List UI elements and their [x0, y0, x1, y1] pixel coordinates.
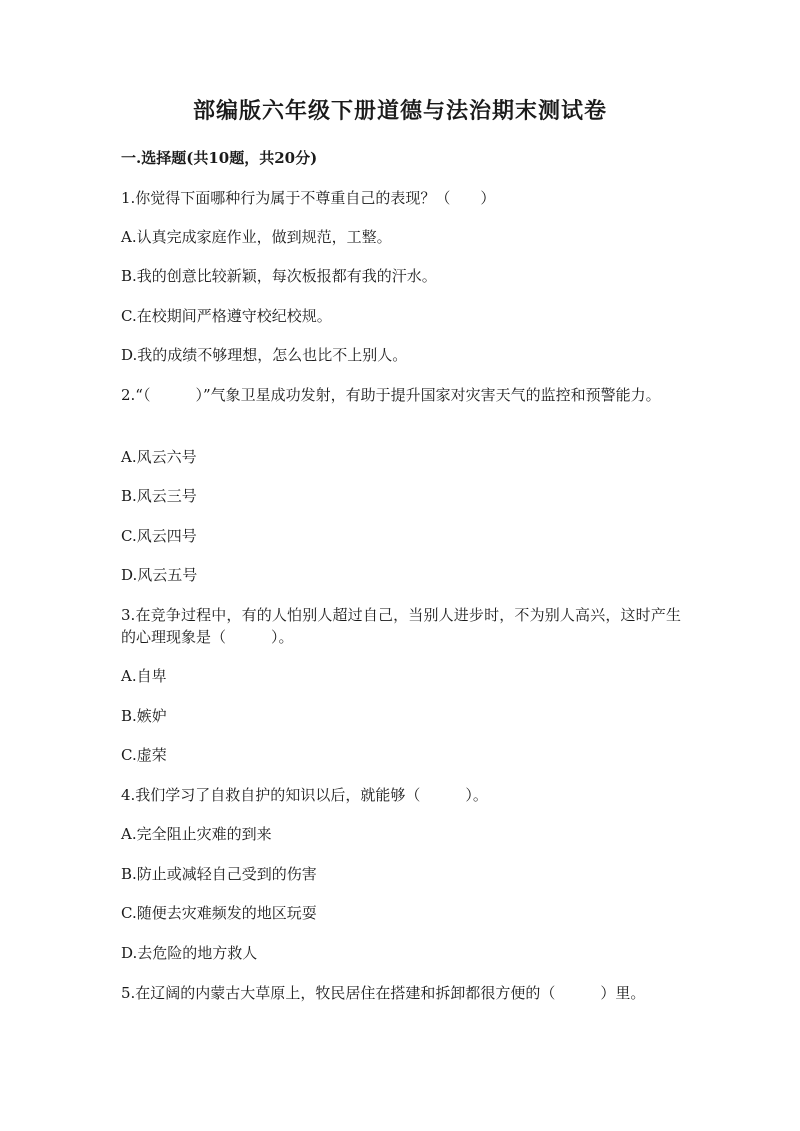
question-2-stem: 2.“（ ）”气象卫星成功发射，有助于提升国家对灾害天气的监控和预警能力。	[121, 386, 661, 404]
page-title: 部编版六年级下册道德与法治期末测试卷	[192, 98, 607, 124]
question-1-option-c: C.在校期间严格遵守校纪校规。	[121, 307, 332, 325]
question-2-option-a: A.风云六号	[121, 448, 197, 466]
question-3-option-a: A.自卑	[121, 667, 167, 685]
question-3-option-b: B.嫉妒	[121, 707, 167, 725]
question-4-option-c: C.随便去灾难频发的地区玩耍	[121, 904, 317, 922]
question-4-stem: 4.我们学习了自救自护的知识以后，就能够（ ）。	[121, 786, 488, 804]
question-1-option-b: B.我的创意比较新颖，每次板报都有我的汗水。	[121, 267, 437, 285]
question-3-stem: 3.在竞争过程中，有的人怕别人超过自己，当别人进步时，不为别人高兴，这时产生的心理现象是（ ）。	[121, 606, 681, 646]
question-4-option-b: B.防止或减轻自己受到的伤害	[121, 865, 317, 883]
question-1-option-d: D.我的成绩不够理想，怎么也比不上别人。	[121, 346, 408, 364]
question-3-option-c: C.虚荣	[121, 746, 167, 764]
question-2-option-c: C.风云四号	[121, 527, 197, 545]
question-4-option-a: A.完全阻止灾难的到来	[121, 825, 272, 843]
question-2-option-b: B.风云三号	[121, 487, 197, 505]
section-heading: 一.选择题(共10题，共20分)	[121, 149, 318, 167]
question-1-stem: 1.你觉得下面哪种行为属于不尊重自己的表现？（ ）	[121, 189, 496, 207]
question-5-stem: 5.在辽阔的内蒙古大草原上，牧民居住在搭建和拆卸都很方便的（ ）里。	[121, 984, 646, 1002]
question-1-option-a: A.认真完成家庭作业，做到规范，工整。	[121, 228, 392, 246]
question-4-option-d: D.去危险的地方救人	[121, 944, 258, 962]
question-2-option-d: D.风云五号	[121, 566, 198, 584]
